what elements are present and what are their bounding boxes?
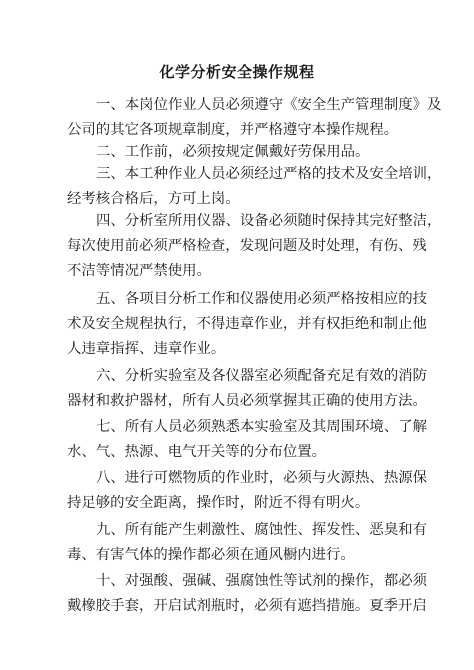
paragraph-5 bbox=[67, 287, 427, 362]
paragraph-line: 戴橡胶手套，开启试剂瓶时，必须有遮挡措施。夏季开启 bbox=[67, 598, 427, 614]
paragraph-4 bbox=[67, 209, 442, 284]
paragraph-line: 一、本岗位作业人员必须遵守《安全生产管理制度》及 bbox=[96, 97, 442, 113]
paragraph-line: 毒、有害气体的操作都必须在通风橱内进行。 bbox=[67, 547, 355, 563]
paragraph-3 bbox=[67, 162, 442, 212]
paragraph-line: 每次使用前必须严格检查，发现问题及时处理，有伤、残 bbox=[67, 238, 427, 254]
paragraph-9 bbox=[67, 518, 427, 568]
paragraph-line: 八、进行可燃物质的作业时，必须与火源热、热源保 bbox=[96, 470, 427, 486]
paragraph-line: 五、各项目分析工作和仪器使用必须严格按相应的技 bbox=[96, 291, 427, 307]
paragraph-line: 九、所有能产生刺激性、腐蚀性、挥发性、恶臭和有 bbox=[96, 522, 427, 538]
paragraph-line: 六、分析实验室及各仪器室必须配备充足有效的消防 bbox=[96, 368, 427, 384]
paragraph-line: 十、对强酸、强碱、强腐蚀性等试剂的操作，都必须 bbox=[96, 573, 427, 589]
paragraph-line: 公司的其它各项规章制度，并严格遵守本操作规程。 bbox=[67, 122, 398, 138]
paragraph-line: 术及安全规程执行，不得违章作业，并有权拒绝和制止他 bbox=[67, 316, 427, 332]
paragraph-line: 持足够的安全距离，操作时，附近不得有明火。 bbox=[67, 495, 370, 511]
paragraph-line: 四、分析室所用仪器、设备必须随时保持其完好整洁， bbox=[96, 213, 442, 229]
paragraph-line: 二、工作前，必须按规定佩戴好劳保用品。 bbox=[96, 144, 370, 160]
paragraph-line: 人违章指挥、违章作业。 bbox=[67, 341, 226, 357]
paragraph-7 bbox=[67, 415, 427, 465]
paragraph-line: 不洁等情况严禁使用。 bbox=[67, 263, 211, 279]
document-title: 化学分析安全操作规程 bbox=[159, 63, 315, 81]
paragraph-line: 经考核合格后，方可上岗。 bbox=[67, 191, 240, 207]
paragraph-8 bbox=[67, 466, 427, 516]
paragraph-line: 水、气、热源、电气开关等的分布位置。 bbox=[67, 444, 327, 460]
paragraph-line: 器材和救护器材，所有人员必须掌握其正确的使用方法。 bbox=[67, 393, 427, 409]
paragraph-6 bbox=[67, 364, 427, 414]
paragraph-10 bbox=[67, 569, 427, 619]
paragraph-line: 三、本工种作业人员必须经过严格的技术及安全培训， bbox=[96, 166, 442, 182]
paragraph-1 bbox=[67, 93, 442, 143]
paragraph-line: 七、所有人员必须熟悉本实验室及其周围环境、了解 bbox=[96, 419, 427, 435]
